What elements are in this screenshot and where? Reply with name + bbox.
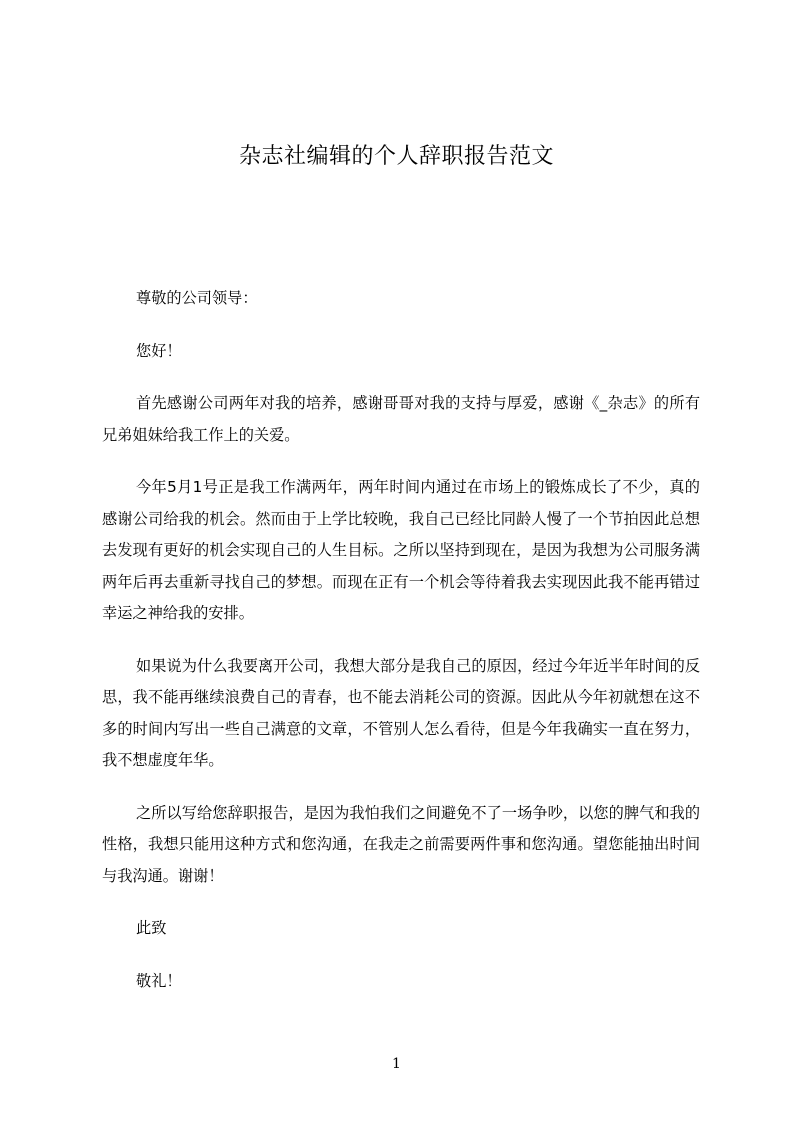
letter-body <box>102 283 700 1018</box>
page-number: 1 <box>392 1056 401 1072</box>
document-title: 杂志社编辑的个人辞职报告范文 <box>238 144 554 169</box>
closing-line-2: 敬礼！ <box>136 971 182 990</box>
paragraph-reason: 如果说为什么我要离开公司，我想大部分是我自己的原因，经过今年近半年时间的反思，我不能再继续浪费自己的青春，也不能去消耗公司的资源。因此从今年初就想在这不多的时间内写出一些自己满意的文章，不管别人怎么看待，但是今年我确实一直在努力，我不想虚度年华。 <box>102 656 700 769</box>
closing-line-1: 此致 <box>136 919 167 937</box>
paragraph-thanks: 首先感谢公司两年对我的培养，感谢哥哥对我的支持与厚爱，感谢《_杂志》的所有兄弟姐妹给我工作上的关爱。 <box>102 394 700 444</box>
salutation: 尊敬的公司领导： <box>136 289 258 307</box>
paragraph-request: 之所以写给您辞职报告，是因为我怕我们之间避免不了一场争吵，以您的脾气和我的性格，我想只能用这种方式和您沟通，在我走之前需要两件事和您沟通。望您能抽出时间与我沟通。谢谢！ <box>102 803 700 885</box>
paragraph-background: 今年5月1号正是我工作满两年，两年时间内通过在市场上的锻炼成长了不少，真的感谢公司给我的机会。然而由于上学比较晚，我自己已经比同龄人慢了一个节拍因此总想去发现有更好的机会实现自己的人生目标。之所以坚持到现在，是因为我想为公司服务满两年后再去重新寻找自己的梦想。而现在正有一个机会等待着我去实现因此我不能再错过幸运之神给我的安排。 <box>102 478 700 622</box>
greeting: 您好！ <box>136 341 182 360</box>
